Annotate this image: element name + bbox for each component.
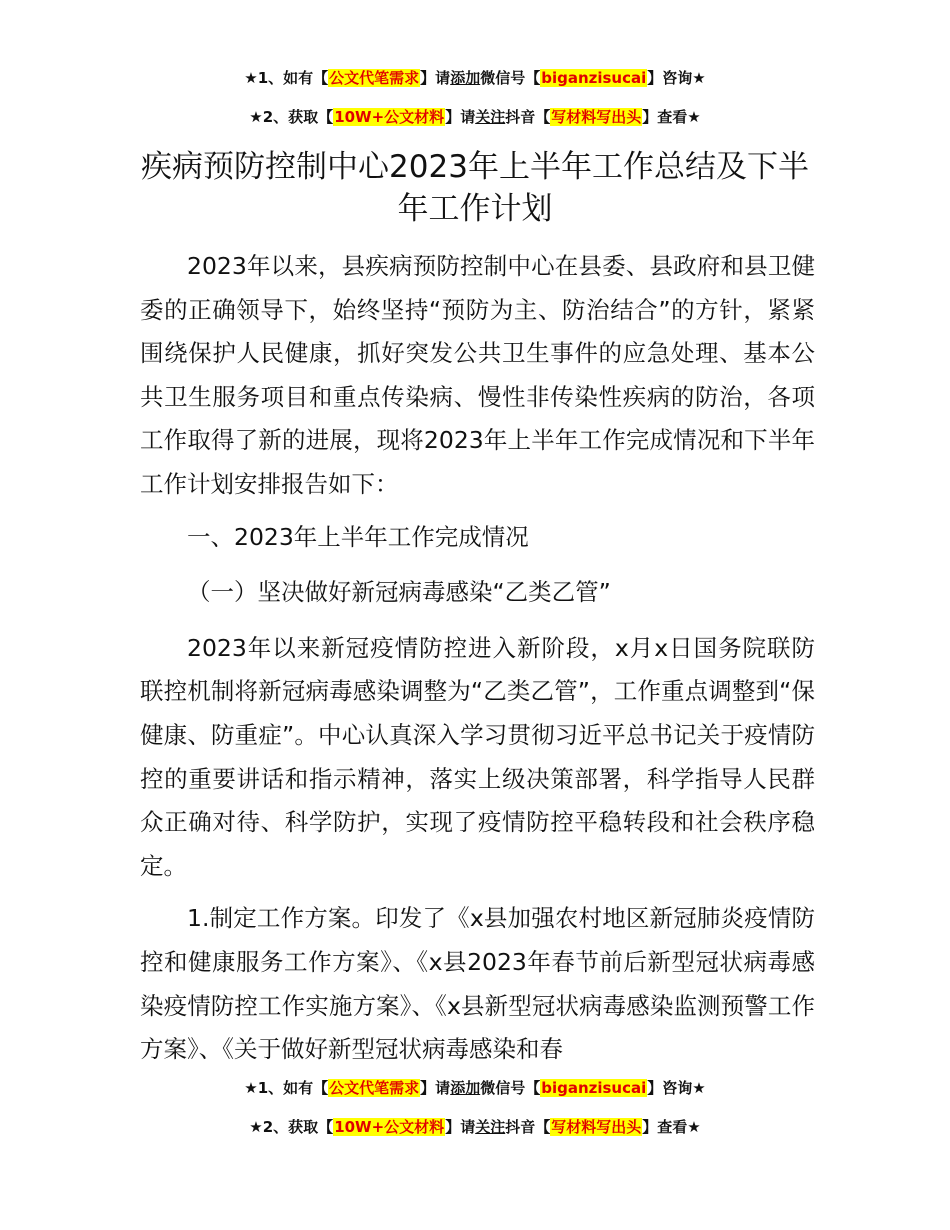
banner-text: ★2、获取【: [249, 1118, 334, 1136]
banner-text: ★1、如有【: [244, 69, 329, 87]
banner-highlight: 写材料写出头: [551, 108, 642, 126]
section-heading: 一、2023年上半年工作完成情况: [187, 522, 529, 551]
top-banner-line-2: [0, 106, 950, 128]
banner-emphasis: 关注: [475, 108, 506, 126]
banner-emphasis: 添加: [450, 1079, 481, 1097]
banner-text: 】咨询★: [647, 69, 706, 87]
banner-text: 】请: [420, 1079, 451, 1097]
banner-highlight: biganzisucai: [541, 1079, 647, 1097]
paragraph-intro: 2023年以来，县疾病预防控制中心在县委、县政府和县卫健委的正确领导下，始终坚持“预防为主、防治结合”的方针，紧紧围绕保护人民健康，抓好突发公共卫生事件的应急处理、基本公共卫生服务项目和重点传染病、慢性非传染性疾病的防治，各项工作取得了新的进展，现将2023年上半年工作完成情况和下半年工作计划安排报告如下：: [140, 252, 815, 498]
paragraph: 1.制定工作方案。印发了《x县加强农村地区新冠肺炎疫情防控和健康服务工作方案》、《x县2023年春节前后新型冠状病毒感染疫情防控工作实施方案》、《x县新型冠状病毒感染监测预警工作方案》、《关于做好新型冠状病毒感染和春: [140, 904, 815, 1064]
banner-text: ★1、如有【: [244, 1079, 329, 1097]
subsection-heading: （一）坚决做好新冠病毒感染“乙类乙管”: [187, 578, 611, 607]
banner-highlight: 公文代笔需求: [329, 69, 420, 87]
banner-text: 】请: [445, 108, 476, 126]
banner-highlight: 10W+公文材料: [334, 1118, 445, 1136]
banner-highlight: 10W+公文材料: [334, 108, 445, 126]
banner-text: 】查看★: [642, 1118, 701, 1136]
banner-text: 抖音【: [505, 108, 551, 126]
top-banner-line-1: [0, 67, 950, 89]
banner-text: 】咨询★: [647, 1079, 706, 1097]
banner-highlight: 写材料写出头: [551, 1118, 642, 1136]
banner-highlight: 公文代笔需求: [329, 1079, 420, 1097]
banner-text: 】请: [445, 1118, 476, 1136]
banner-text: 微信号【: [480, 69, 541, 87]
bottom-banner-line-1: [0, 1077, 950, 1099]
banner-text: 】查看★: [642, 108, 701, 126]
banner-text: 抖音【: [505, 1118, 551, 1136]
document-body: [140, 245, 815, 1081]
banner-text: ★2、获取【: [249, 108, 334, 126]
banner-highlight: biganzisucai: [541, 69, 647, 87]
banner-emphasis: 关注: [475, 1118, 506, 1136]
bottom-banner-line-2: [0, 1116, 950, 1138]
paragraph: 2023年以来新冠疫情防控进入新阶段，x月x日国务院联防联控机制将新冠病毒感染调整为“乙类乙管”，工作重点调整到“保健康、防重症”。中心认真深入学习贯彻习近平总书记关于疫情防控的重要讲话和指示精神，落实上级决策部署，科学指导人民群众正确对待、科学防护，实现了疫情防控平稳转段和社会秩序稳定。: [140, 633, 815, 880]
document-title: 疾病预防控制中心2023年上半年工作总结及下半年工作计划: [141, 149, 809, 227]
banner-text: 微信号【: [480, 1079, 541, 1097]
banner-emphasis: 添加: [450, 69, 481, 87]
banner-text: 】请: [420, 69, 451, 87]
